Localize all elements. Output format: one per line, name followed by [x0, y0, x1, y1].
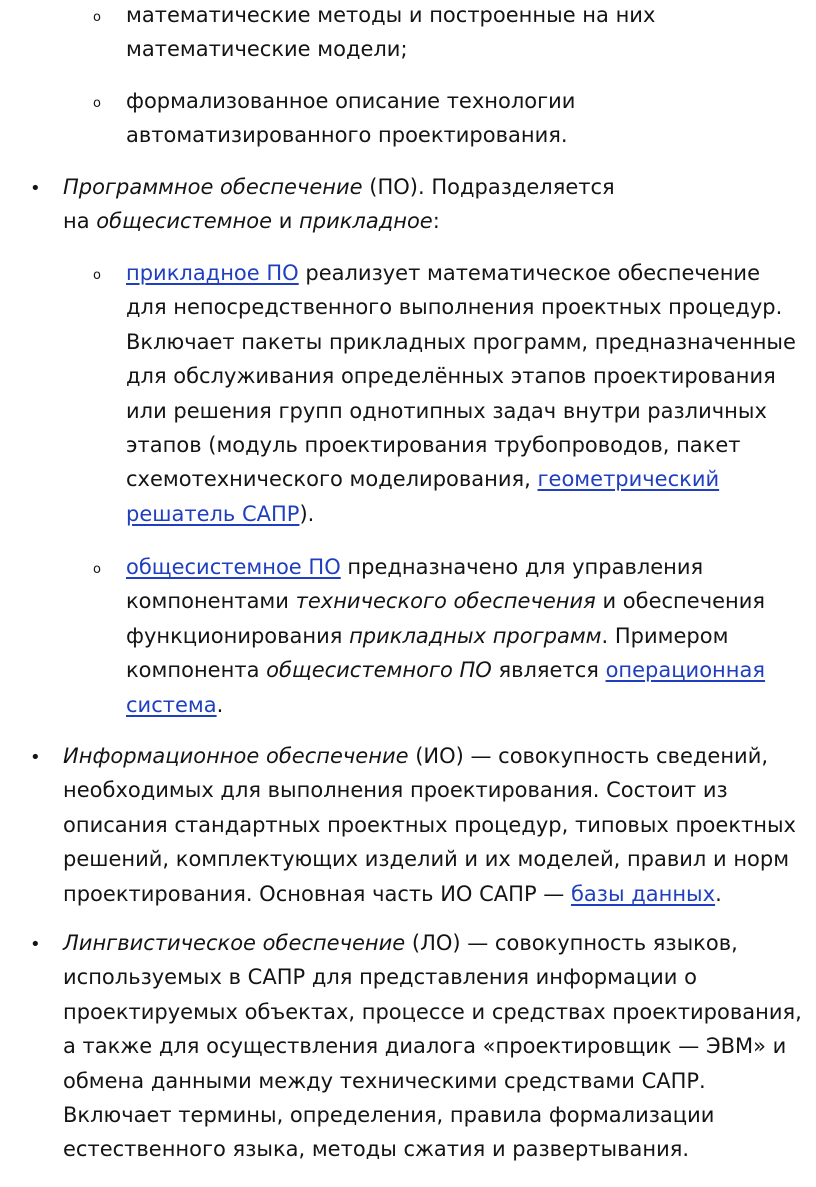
term-hardware: технического обеспечения — [295, 589, 596, 614]
item-text: и — [272, 209, 300, 234]
bullet-marker: • — [30, 178, 41, 199]
list-item — [126, 0, 806, 67]
term-system: общесистемное — [96, 209, 273, 234]
item-text: ). — [299, 501, 315, 526]
system-software-link[interactable]: общесистемное ПО — [126, 555, 341, 579]
bullet-marker: • — [30, 934, 41, 955]
term-linguistic: Лингвистическое обеспечение — [63, 931, 406, 955]
item-text: реализует математическое обеспечение для непосредственного выполнения проектных процедур. Включает пакеты прикладных программ, предназначенные для обслуживания определённых этапов проектирования или решения групп однотипных задач внутри различных этапов (модуль проектирования трубопроводов, пакет схемотехнического моделирования, — [126, 261, 796, 492]
item-text: (ЛО) — совокупность языков, используемых в САПР для представления информации о проектируемых объектах, процессе и средствах проектирования, а также для осуществления диалога «проектировщик — ЭВМ» и обмена данными между техническими средствами САПР. Включает термины, определения, правила формализации естественного языка, методы сжатия и развертывания. — [63, 931, 802, 1162]
list-item — [126, 84, 806, 153]
operating-system-link[interactable]: операционная система — [126, 658, 766, 717]
geometric-solver-link[interactable]: геометрический решатель САПР — [126, 467, 720, 526]
list-item-linguistic — [63, 926, 806, 1167]
item-text: математические методы и построенные на них математические модели; — [126, 3, 656, 62]
term-information: Информационное обеспечение — [63, 744, 409, 768]
list-item-applied-software — [126, 256, 806, 531]
item-text: (ИО) — совокупность сведений, необходимых для выполнения проектирования. Состоит из описания стандартных проектных процедур, типовых проектных решений, комплектующих изделий и их моделей, правил и норм проектирования. Основная часть ИО САПР — — [63, 744, 796, 906]
circle-marker: o — [93, 562, 101, 577]
circle-marker: o — [93, 268, 101, 283]
item-text: . — [216, 692, 224, 717]
term-system-software: общесистемного ПО — [266, 658, 492, 683]
item-text: является — [491, 658, 606, 683]
databases-link[interactable]: базы данных — [570, 881, 716, 906]
list-item-information — [63, 739, 806, 911]
item-text: : — [432, 209, 440, 234]
applied-software-link[interactable]: прикладное ПО — [126, 261, 299, 285]
circle-marker: o — [93, 96, 101, 111]
item-text: . — [715, 881, 722, 906]
term-applied: прикладное — [299, 209, 433, 234]
term-applications: прикладных программ — [349, 623, 602, 648]
bullet-marker: • — [30, 747, 41, 768]
item-text: формализованное описание технологии автоматизированного проектирования. — [126, 89, 576, 148]
list-item-system-software — [126, 550, 806, 722]
list-item-software — [63, 170, 623, 239]
item-text: и обеспечения функционирования — [126, 589, 766, 648]
item-text: (ПО). Подразделяется — [362, 175, 615, 199]
circle-marker: o — [93, 10, 101, 25]
term-software: Программное обеспечение — [63, 175, 363, 199]
item-text: предназначено для управления компонентами — [126, 555, 704, 614]
item-text: . Примером компонента — [126, 623, 729, 683]
item-text: на — [63, 209, 97, 234]
